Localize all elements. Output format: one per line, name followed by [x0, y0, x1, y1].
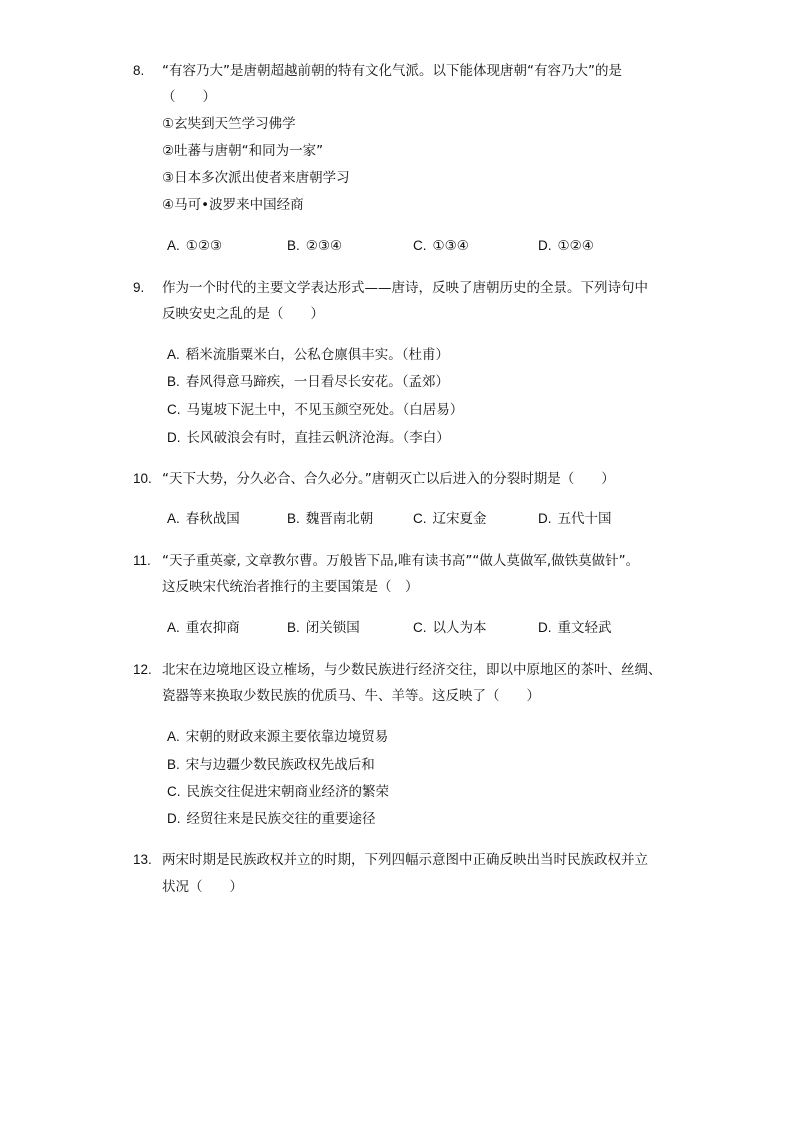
- option-b[interactable]: [287, 619, 360, 637]
- option-label: B.: [167, 757, 180, 772]
- question-number: 12.: [133, 662, 152, 677]
- option-label: C.: [167, 784, 181, 799]
- option-label: D.: [167, 811, 181, 826]
- question-stem-line: 瓷器等来换取少数民族的优质马、牛、羊等。这反映了（ ）: [162, 688, 540, 704]
- option-b[interactable]: [167, 373, 449, 391]
- option-a[interactable]: [167, 510, 240, 528]
- statement-3: ③日本多次派出使者来唐朝学习: [162, 170, 350, 186]
- option-label: C.: [167, 402, 181, 417]
- option-a[interactable]: [167, 237, 222, 255]
- question-stem-line: 这反映宋代统治者推行的主要国策是（ ）: [162, 579, 419, 595]
- option-text: 闭关锁国: [305, 620, 360, 636]
- option-label: B.: [167, 374, 180, 389]
- option-text: 宋朝的财政来源主要依靠边境贸易: [185, 729, 389, 745]
- option-text: 春秋战国: [185, 511, 240, 527]
- option-label: A.: [167, 238, 180, 253]
- question-stem-line: （ ）: [162, 89, 216, 105]
- option-label: C.: [413, 238, 427, 253]
- option-d[interactable]: [538, 510, 612, 528]
- option-c[interactable]: [413, 619, 487, 637]
- option-label: B.: [287, 238, 300, 253]
- statement-2: ②吐蕃与唐朝“和同为一家”: [162, 143, 324, 159]
- statement-4: ④马可•波罗来中国经商: [162, 197, 304, 213]
- option-c[interactable]: [167, 401, 463, 419]
- question-stem-line: “有容乃大”是唐朝超越前朝的特有文化气派。以下能体现唐朝“有容乃大”的是: [162, 63, 622, 79]
- option-label: D.: [538, 620, 552, 635]
- option-d[interactable]: [538, 237, 594, 255]
- statement-1: ①玄奘到天竺学习佛学: [162, 116, 296, 132]
- option-text: 魏晋南北朝: [305, 511, 374, 527]
- option-a[interactable]: [167, 619, 240, 637]
- question-stem-line: 反映安史之乱的是（ ）: [162, 306, 324, 322]
- option-text: 民族交往促进宋朝商业经济的繁荣: [186, 784, 389, 800]
- option-text: 重农抑商: [185, 620, 240, 636]
- option-text: 马嵬坡下泥土中，不见玉颜空死处。（白居易）: [186, 402, 464, 418]
- option-label: D.: [167, 430, 181, 445]
- option-text: 重文轻武: [557, 620, 612, 636]
- question-stem-line: “天子重英豪, 文章教尔曹。万般皆下品,唯有读书高”“做人莫做军,做铁莫做针”。: [162, 553, 640, 569]
- option-a[interactable]: [167, 346, 449, 364]
- option-label: A.: [167, 347, 180, 362]
- option-text: 以人为本: [432, 620, 487, 636]
- question-stem-line: “天下大势，分久必合、合久必分。”唐朝灭亡以后进入的分裂时期是（ ）: [162, 471, 615, 487]
- option-b[interactable]: [287, 237, 342, 255]
- option-label: D.: [538, 238, 552, 253]
- option-text: ②③④: [305, 238, 343, 254]
- option-c[interactable]: [167, 783, 389, 801]
- option-text: 辽宋夏金: [432, 511, 487, 527]
- option-c[interactable]: [413, 510, 487, 528]
- option-label: C.: [413, 511, 427, 526]
- option-a[interactable]: [167, 728, 388, 746]
- question-stem-line: 作为一个时代的主要文学表达形式——唐诗，反映了唐朝历史的全景。下列诗句中: [162, 280, 648, 296]
- option-label: D.: [538, 511, 552, 526]
- option-text: ①②④: [557, 238, 594, 254]
- question-number: 13.: [133, 852, 152, 867]
- question-stem-line: 两宋时期是民族政权并立的时期，下列四幅示意图中正确反映出当时民族政权并立: [162, 852, 648, 868]
- option-text: 经贸往来是民族交往的重要途径: [186, 811, 376, 827]
- option-label: A.: [167, 729, 180, 744]
- option-label: B.: [287, 511, 300, 526]
- option-label: B.: [287, 620, 300, 635]
- option-text: ①②③: [185, 238, 223, 254]
- option-d[interactable]: [538, 619, 612, 637]
- question-stem-line: 北宋在边境地区设立榷场，与少数民族进行经济交往，即以中原地区的茶叶、丝绸、: [162, 662, 662, 678]
- option-label: C.: [413, 620, 427, 635]
- option-text: 五代十国: [557, 511, 612, 527]
- option-d[interactable]: [167, 429, 450, 447]
- option-text: 稻米流脂粟米白，公私仓廪俱丰实。（杜甫）: [185, 347, 450, 363]
- question-number: 10.: [133, 471, 152, 486]
- option-c[interactable]: [413, 237, 469, 255]
- question-number: 9.: [133, 280, 145, 295]
- option-text: ①③④: [432, 238, 469, 254]
- question-number: 11.: [133, 553, 151, 568]
- option-b[interactable]: [287, 510, 373, 528]
- question-stem-line: 状况（ ）: [162, 879, 243, 895]
- option-text: 宋与边疆少数民族政权先战后和: [185, 757, 375, 773]
- option-label: A.: [167, 511, 180, 526]
- option-b[interactable]: [167, 756, 375, 774]
- option-d[interactable]: [167, 810, 376, 828]
- question-number: 8.: [133, 63, 145, 78]
- option-text: 长风破浪会有时，直挂云帆济沧海。（李白）: [186, 430, 450, 446]
- option-label: A.: [167, 620, 180, 635]
- option-text: 春风得意马蹄疾，一日看尽长安花。（孟郊）: [185, 374, 450, 390]
